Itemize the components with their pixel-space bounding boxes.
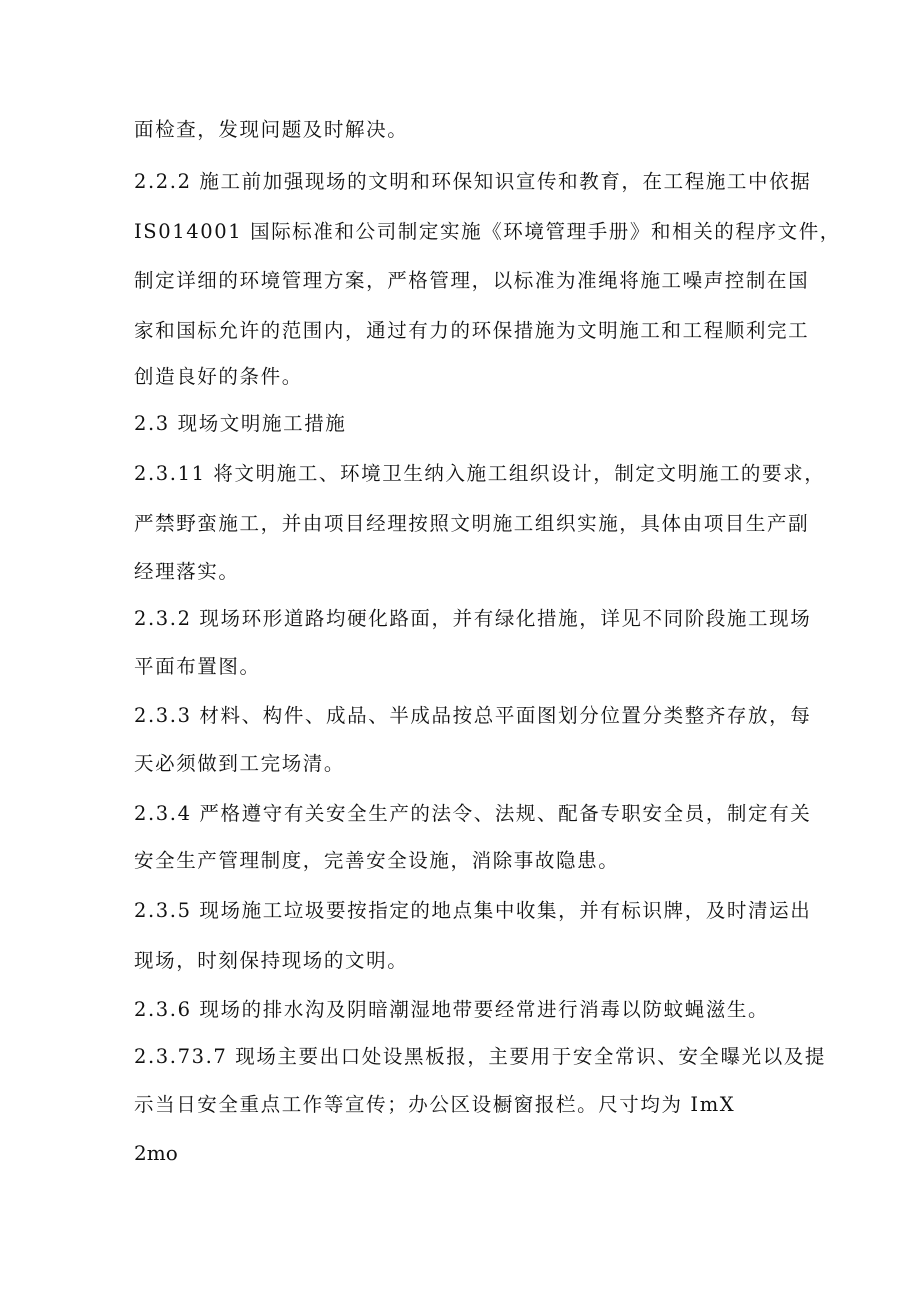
- text-line: 2.3.6 现场的排水沟及阴暗潮湿地带要经常进行消毒以防蚊蝇滋生。: [134, 998, 770, 1021]
- text-line: 现场，时刻保持现场的文明。: [134, 949, 409, 972]
- text-line: 2.3.73.7 现场主要出口处设黑板报，主要用于安全常识、安全曝光以及提: [134, 1045, 827, 1068]
- text-line: 家和国标允许的范围内，通过有力的环保措施为文明施工和工程顺利完工: [134, 319, 810, 342]
- section-heading: 2.3 现场文明施工措施: [134, 412, 347, 435]
- text-line: 天必须做到工完场清。: [134, 752, 346, 775]
- text-line: 面检查，发现问题及时解决。: [134, 118, 409, 141]
- text-line: 2.3.5 现场施工垃圾要按指定的地点集中收集，并有标识牌，及时清运出: [134, 899, 812, 922]
- text-line: 2.2.2 施工前加强现场的文明和环保知识宣传和教育，在工程施工中依据: [134, 170, 812, 193]
- text-line: 平面布置图。: [134, 655, 261, 678]
- text-line: 安全生产管理制度，完善安全设施，消除事故隐患。: [134, 849, 620, 872]
- text-line: 示当日安全重点工作等宣传；办公区设橱窗报栏。尺寸均为 ImX: [134, 1093, 736, 1116]
- text-line: 2.3.3 材料、构件、成品、半成品按总平面图划分位置分类整齐存放，每: [134, 704, 812, 727]
- text-line: 2mo: [134, 1141, 178, 1165]
- text-line: 严禁野蛮施工，并由项目经理按照文明施工组织实施，具体由项目生产副: [134, 512, 810, 535]
- text-line: 经理落实。: [134, 560, 240, 583]
- text-line: 2.3.4 严格遵守有关安全生产的法令、法规、配备专职安全员，制定有关: [134, 802, 812, 825]
- text-line: IS014001 国际标准和公司制定实施《环境管理手册》和相关的程序文件，: [134, 220, 841, 243]
- text-line: 2.3.11 将文明施工、环境卫生纳入施工组织设计，制定文明施工的要求，: [134, 462, 826, 485]
- text-line: 制定详细的环境管理方案，严格管理，以标准为准绳将施工噪声控制在国: [134, 269, 810, 292]
- text-line: 创造良好的条件。: [134, 365, 303, 388]
- text-line: 2.3.2 现场环形道路均硬化路面，并有绿化措施，详见不同阶段施工现场: [134, 607, 812, 630]
